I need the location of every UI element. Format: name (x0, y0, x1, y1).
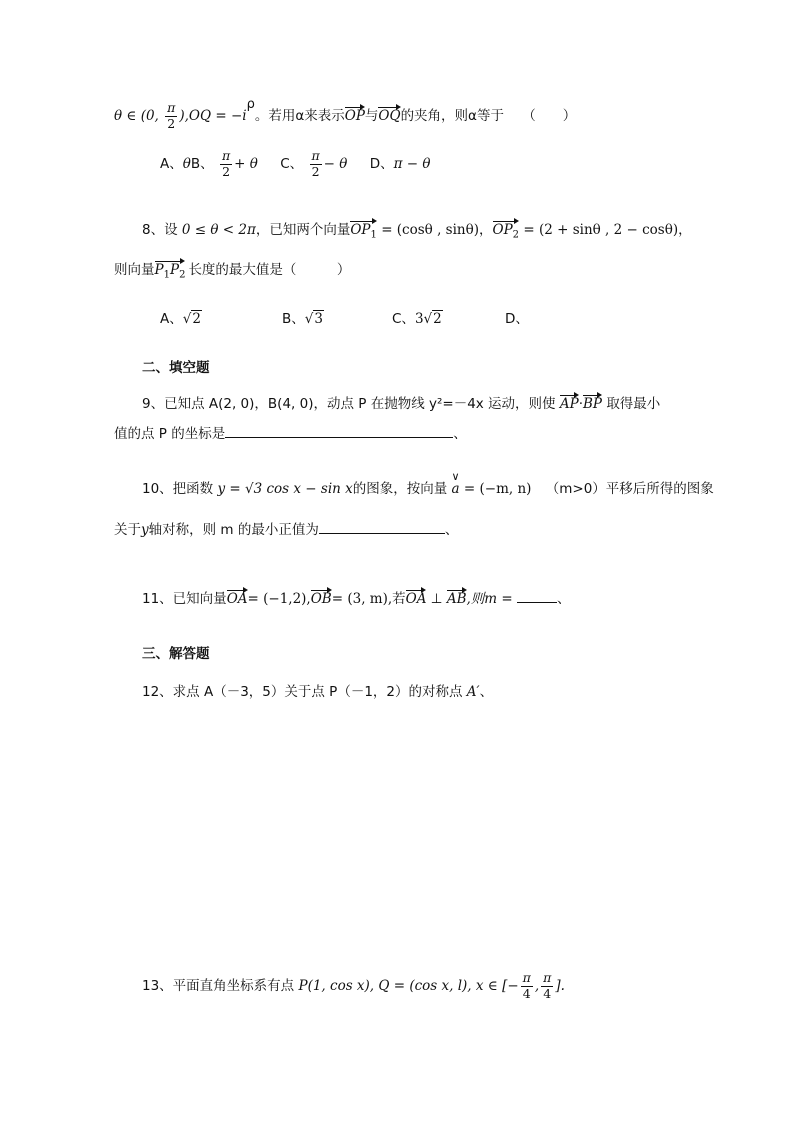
q8-vec-op2: $OP_2$ (492, 222, 520, 241)
q10-function: y = √3 cos x − sin x (217, 481, 353, 497)
q8-vec-op1: $OP_1$ (350, 222, 377, 241)
q8-option-c: C、3√2 (392, 311, 442, 327)
q8-end-comma: ， (678, 222, 692, 238)
q11-stem: 11、已知向量OA= (−1,2),OB= (3, m),若OA ⊥ AB,则m = 、 (142, 591, 571, 607)
q8-text2: ，已知两个向量 (255, 222, 351, 238)
q7-stem (114, 97, 577, 131)
q11-vec-ob: OB (310, 591, 332, 607)
q11-vec-oa: OA (226, 591, 248, 607)
q13-expr: P(1, cos x), Q = (cos x, l), x ∈ [− (298, 978, 519, 994)
q8-text1: 设 (164, 222, 178, 238)
q8-line2-tail: 长度的最大值是（ ） (188, 262, 351, 278)
q7-options (160, 150, 431, 178)
q7-text: 。若用α来表示 (254, 108, 345, 124)
q8-option-a: A、√2 (160, 311, 201, 327)
q8-number: 8、 (142, 222, 165, 238)
q7-option-d: π − θ (393, 156, 431, 172)
q9-answer-blank[interactable] (225, 437, 453, 438)
q7-option-b-tail: + θ (234, 156, 258, 172)
q9-vec-ap: AP (559, 396, 579, 412)
q10-answer-blank[interactable] (319, 533, 445, 534)
q8-stem (142, 224, 692, 241)
q7-vec-oq: OQ (378, 108, 401, 124)
q13-frac-2: $\frac{\pi}{4}$ (543, 970, 552, 1001)
q7-option-a: θ (182, 156, 191, 172)
q9-line2: 值的点 P 的坐标是 、 (114, 426, 467, 442)
q7-text2: 的夹角，则α等于 (400, 108, 504, 124)
q12-stem: 12、求点 A（－3，5）关于点 P（－1，2）的对称点 A′、 (142, 684, 494, 700)
q11-answer-blank[interactable] (517, 602, 557, 603)
section-fill-in-heading: 二、填空题 (142, 360, 210, 376)
q8-line2 (114, 264, 350, 281)
q7-option-c-label: C、 (280, 156, 304, 172)
q7-option-a-label: A、 (160, 156, 183, 172)
q7-vec-op: OP (344, 108, 365, 124)
q7-and: 与 (364, 108, 379, 124)
q7-oq-expr: ),OQ = −i (179, 108, 247, 124)
q7-theta-domain: θ ∈ (0, (114, 108, 159, 124)
q11-vec-oa2: OA (405, 591, 427, 607)
q7-option-b-label: B、 (190, 156, 214, 172)
q8-line2-lead: 则向量 (114, 262, 155, 278)
q7-option-c-tail: − θ (323, 156, 348, 172)
q11-vec-ab: AB (446, 591, 467, 607)
q13-stem: 13、平面直角坐标系有点 P(1, cos x), Q = (cos x, l), x ∈ [− $\frac{\pi}{4}$ , $\frac{\pi}{4}$ ]. (142, 970, 565, 1001)
q9-line1: 9、已知点 A(2, 0)，B(4, 0)，动点 P 在抛物线 y²=－4x 运动，则使 AP·BP 取得最小 (142, 396, 661, 412)
q12-a-prime: A′ (466, 684, 480, 700)
q13-frac-1: $\frac{\pi}{4}$ (522, 970, 531, 1001)
section-solve-heading: 三、解答题 (142, 646, 210, 662)
q8-option-b: B、√3 (282, 311, 323, 327)
q10-vec-value: = (−m, n) (463, 481, 532, 497)
q8-range: 0 ≤ θ < 2π (181, 222, 256, 238)
q10-vec-a: ∨ a (451, 470, 460, 497)
q9-vec-bp: BP (583, 396, 603, 412)
q10-line2: 关于y轴对称，则 m 的最小正值为 、 (114, 522, 459, 538)
q7-option-c-frac: $\frac{\pi}{2}$ (311, 148, 320, 179)
q7-option-d-label: D、 (369, 156, 394, 172)
q10-line1: 10、把函数 y = √3 cos x − sin x的图象，按向量 ∨ a = (−m, n) （m>0）平移后所得的图象 (142, 470, 714, 497)
q7-answer-paren: （ ） (522, 108, 577, 124)
q7-option-b-frac: $\frac{\pi}{2}$ (221, 148, 231, 179)
q8-op2-value: = (2 + sinθ , 2 − cosθ) (523, 222, 679, 238)
q8-option-d: D、 (505, 311, 529, 327)
q8-op1-value: = (cosθ , sinθ) (381, 222, 480, 238)
q8-vec-p1p2: $P_1P_2$ (154, 262, 186, 281)
q7-rho-mark: ρ (246, 97, 255, 112)
q7-pi-over-2: $\frac{\pi}{2}$ (167, 100, 176, 131)
q8-sep: ， (479, 222, 493, 238)
